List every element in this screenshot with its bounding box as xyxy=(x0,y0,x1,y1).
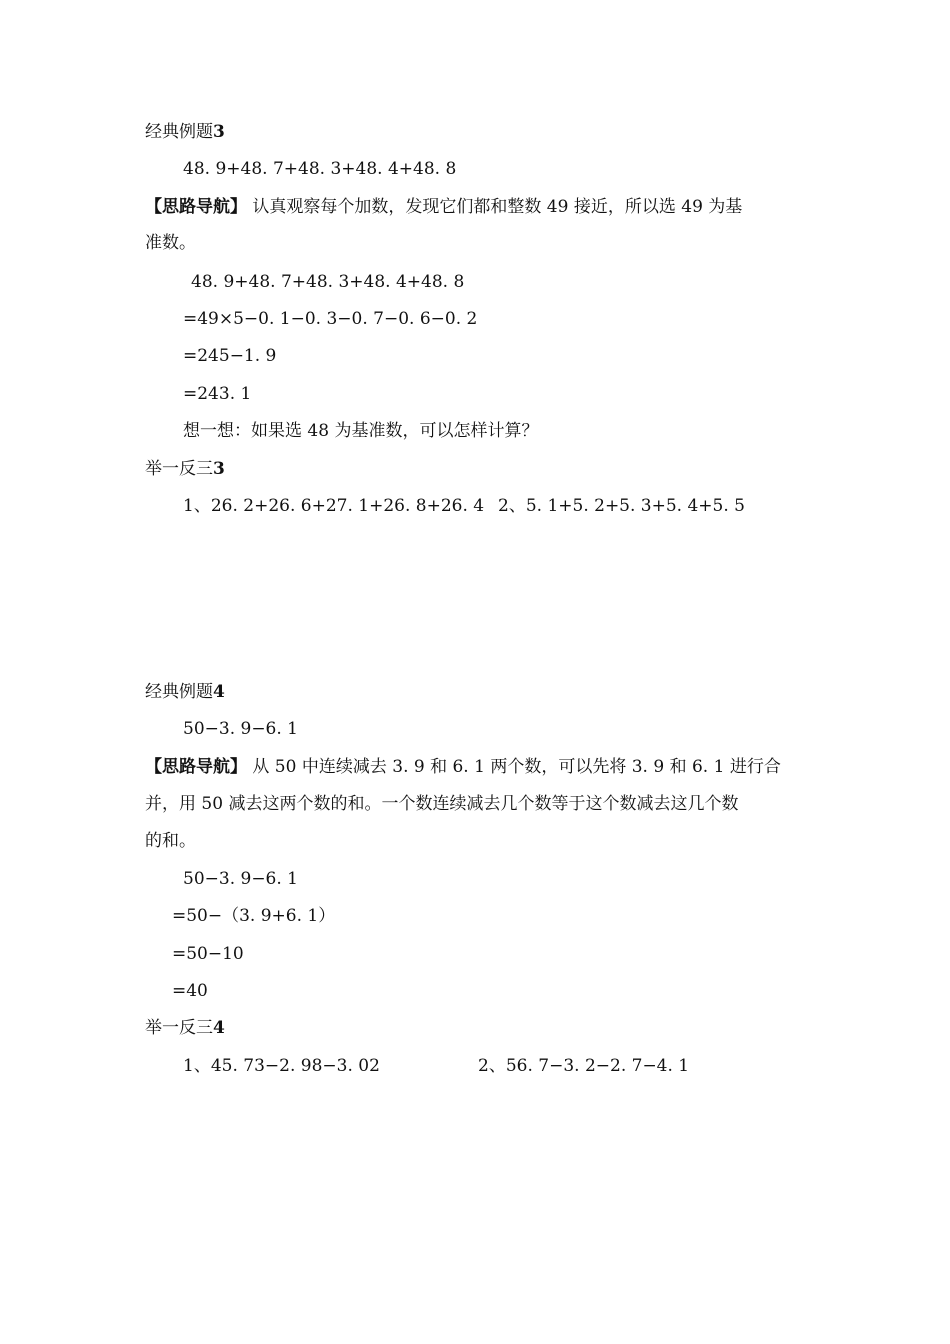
example-4-hint-text-1: 从 50 中连续减去 3. 9 和 6. 1 两个数，可以先将 3. 9 和 6. 1 进行合 xyxy=(252,757,781,777)
practice-3-heading-number: 3 xyxy=(213,459,225,479)
example-3-think: 想一想：如果选 48 为基准数，可以怎样计算？ xyxy=(183,421,539,441)
example-3-step-4: =243. 1 xyxy=(183,384,252,404)
example-4-step-3: =50−10 xyxy=(172,944,244,964)
example-3-hint-line-2: 准数。 xyxy=(145,233,196,253)
example-4-hint-line-3: 的和。 xyxy=(145,831,196,851)
example-3-step-2: =49×5−0. 1−0. 3−0. 7−0. 6−0. 2 xyxy=(183,309,478,329)
practice-3-exercise-1: 1、26. 2+26. 6+27. 1+26. 8+26. 4 xyxy=(183,496,485,516)
example-3-step-1: 48. 9+48. 7+48. 3+48. 4+48. 8 xyxy=(191,272,465,292)
example-4-heading xyxy=(145,681,225,703)
example-3-heading-text: 经典例题 xyxy=(145,122,213,142)
practice-4-heading-number: 4 xyxy=(213,1018,225,1038)
practice-3-heading xyxy=(145,458,225,480)
example-4-heading-number: 4 xyxy=(213,682,225,702)
practice-3-exercise-2: 2、5. 1+5. 2+5. 3+5. 4+5. 5 xyxy=(498,496,745,516)
practice-4-exercise-1: 1、45. 73−2. 98−3. 02 xyxy=(183,1056,380,1076)
example-4-hint-line-1 xyxy=(145,756,781,778)
example-3-hint-text-1: 认真观察每个加数，发现它们都和整数 49 接近，所以选 49 为基 xyxy=(252,197,743,217)
practice-4-heading-text: 举一反三 xyxy=(145,1018,213,1038)
example-4-heading-text: 经典例题 xyxy=(145,682,213,702)
example-3-heading-number: 3 xyxy=(213,122,225,142)
practice-4-exercise-2: 2、56. 7−3. 2−2. 7−4. 1 xyxy=(478,1056,690,1076)
example-4-hint-line-2: 并，用 50 减去这两个数的和。一个数连续减去几个数等于这个数减去这几个数 xyxy=(145,794,739,814)
example-4-step-1: 50−3. 9−6. 1 xyxy=(183,869,298,889)
example-4-hint-label: 【思路导航】 xyxy=(145,757,247,777)
practice-3-heading-text: 举一反三 xyxy=(145,459,213,479)
example-4-step-4: =40 xyxy=(172,981,208,1001)
example-3-step-3: =245−1. 9 xyxy=(183,346,277,366)
example-4-step-2: =50−（3. 9+6. 1） xyxy=(172,906,336,926)
example-3-problem: 48. 9+48. 7+48. 3+48. 4+48. 8 xyxy=(183,159,457,179)
practice-4-heading xyxy=(145,1017,225,1039)
example-4-problem: 50−3. 9−6. 1 xyxy=(183,719,298,739)
example-3-hint-label: 【思路导航】 xyxy=(145,197,247,217)
example-3-hint-line-1 xyxy=(145,196,742,218)
example-3-heading xyxy=(145,121,225,143)
